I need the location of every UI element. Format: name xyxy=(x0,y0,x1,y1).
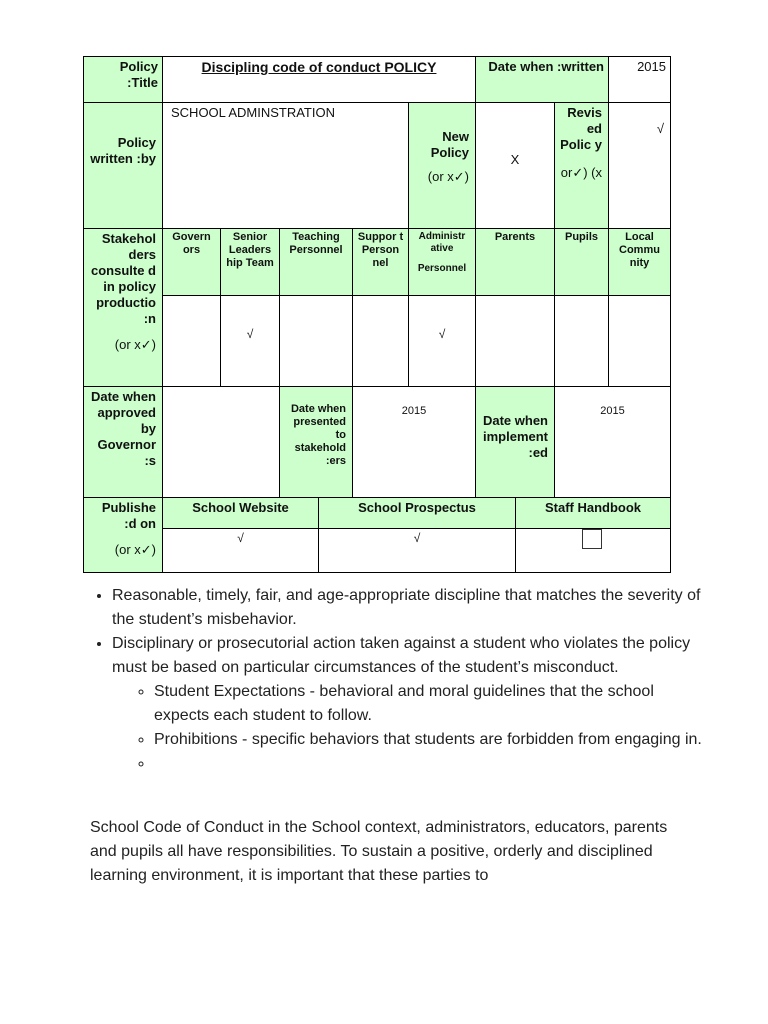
sub-bullet-item-empty xyxy=(154,752,712,776)
new-policy-value xyxy=(475,102,555,229)
sub-bullet-item: ◦ Student Expectations - behavioral and moral guidelines that the school expects each student to follow. xyxy=(154,680,712,728)
header-teaching-personnel xyxy=(279,228,353,296)
revised-mark: √ xyxy=(656,121,664,136)
sub-bullet-item: ◦ Prohibitions - specific behaviors that students are forbidden from engaging in. xyxy=(154,728,712,752)
handbook-checkbox[interactable] xyxy=(582,529,602,549)
stakeholders-hint: (or x✓) xyxy=(114,337,156,352)
revised-label-text: Revis ed Polic y xyxy=(560,105,602,152)
body-paragraph: School Code of Conduct in the School context, administrators, educators, parents and pupils all have responsibilities. To sustain a positive, orderly and disciplined learning environment, it is important that these parties to xyxy=(90,819,668,884)
date-written-value-text: 2015 xyxy=(637,59,666,74)
mark-teaching-personnel xyxy=(279,295,353,387)
mark-senior-leadership xyxy=(220,295,280,387)
approved-label xyxy=(83,386,163,498)
new-policy-label-text: New Policy xyxy=(430,129,469,160)
handbook-label xyxy=(515,497,671,529)
approved-label-text: Date when approved by Governor :s xyxy=(90,389,156,468)
header-governors xyxy=(162,228,221,296)
mark-administrative-value: √ xyxy=(438,327,446,341)
policy-title-label xyxy=(83,56,163,103)
bullet-item: • Disciplinary or prosecutorial action taken against a student who violates the policy must be based on particular circumstances of the student’s misconduct. xyxy=(112,632,712,680)
mark-governors xyxy=(162,295,221,387)
policy-title: Discipling code of conduct POLICY xyxy=(201,59,437,75)
policy-title-cell xyxy=(162,56,476,103)
new-policy-label xyxy=(408,102,476,229)
header-pupils-text: Pupils xyxy=(564,231,598,243)
sub-bullet-list xyxy=(112,680,712,776)
approved-value xyxy=(162,386,280,498)
revised-label xyxy=(554,102,609,229)
header-senior-leadership-text: Senior Leaders hip Team xyxy=(226,231,274,269)
presented-value-text: 2015 xyxy=(401,405,427,417)
presented-label xyxy=(279,386,353,498)
mark-pupils xyxy=(554,295,609,387)
header-support-personnel xyxy=(352,228,409,296)
written-by-value-text: SCHOOL ADMINSTRATION xyxy=(171,105,335,120)
mark-senior-leadership-value: √ xyxy=(246,327,254,341)
implemented-value-text: 2015 xyxy=(600,405,625,417)
written-by-label xyxy=(83,102,163,229)
new-policy-hint: (or x✓) xyxy=(427,169,469,184)
header-administrative-text: Administr ative xyxy=(418,231,466,254)
mark-support-personnel xyxy=(352,295,409,387)
published-label-text: Publishe :d on xyxy=(101,500,156,531)
written-by-value xyxy=(162,102,409,229)
header-parents-text: Parents xyxy=(494,231,536,243)
presented-label-text: Date when presented to stakehold :ers xyxy=(290,403,346,467)
implemented-label-text: Date when implement :ed xyxy=(482,413,548,460)
website-label-text: School Website xyxy=(192,500,289,515)
prospectus-value xyxy=(318,528,516,573)
prospectus-mark: √ xyxy=(413,531,421,545)
implemented-value xyxy=(554,386,671,498)
handbook-label-text: Staff Handbook xyxy=(544,500,642,515)
revised-hint: or✓) (x xyxy=(560,165,602,180)
written-by-label-text: Policy written :by xyxy=(90,135,156,166)
website-label xyxy=(162,497,319,529)
header-teaching-personnel-text: Teaching Personnel xyxy=(289,231,343,256)
stakeholders-label xyxy=(83,228,163,387)
prospectus-label xyxy=(318,497,516,529)
header-local-community xyxy=(608,228,671,296)
header-pupils xyxy=(554,228,609,296)
stakeholders-label-text: Stakehol ders consulte d in policy productio :n xyxy=(90,231,156,326)
date-written-label-text: Date when :written xyxy=(488,59,604,74)
handbook-value xyxy=(515,528,671,573)
mark-local-community xyxy=(608,295,671,387)
bullet-item: • Reasonable, timely, fair, and age-appropriate discipline that matches the severity of the student’s misbehavior. xyxy=(112,584,712,632)
mark-parents xyxy=(475,295,555,387)
policy-title-label-text: Policy :Title xyxy=(119,59,158,90)
header-local-community-text: Local Commu nity xyxy=(619,231,660,269)
implemented-label xyxy=(475,386,555,498)
header-administrative-sub: Personnel xyxy=(417,263,467,274)
header-senior-leadership xyxy=(220,228,280,296)
published-hint: (or x✓) xyxy=(114,542,156,557)
revised-value xyxy=(608,102,671,229)
prospectus-label-text: School Prospectus xyxy=(358,500,476,515)
date-written-label xyxy=(475,56,609,103)
published-label xyxy=(83,497,163,573)
website-mark: √ xyxy=(237,531,244,545)
website-value xyxy=(162,528,319,573)
new-policy-mark: X xyxy=(510,152,520,167)
header-governors-text: Govern ors xyxy=(172,231,211,256)
header-parents xyxy=(475,228,555,296)
header-administrative xyxy=(408,228,476,296)
bullet-list xyxy=(90,584,712,776)
presented-value xyxy=(352,386,476,498)
mark-administrative xyxy=(408,295,476,387)
header-support-personnel-text: Suppor t Person nel xyxy=(357,231,404,269)
date-written-value xyxy=(608,56,671,103)
